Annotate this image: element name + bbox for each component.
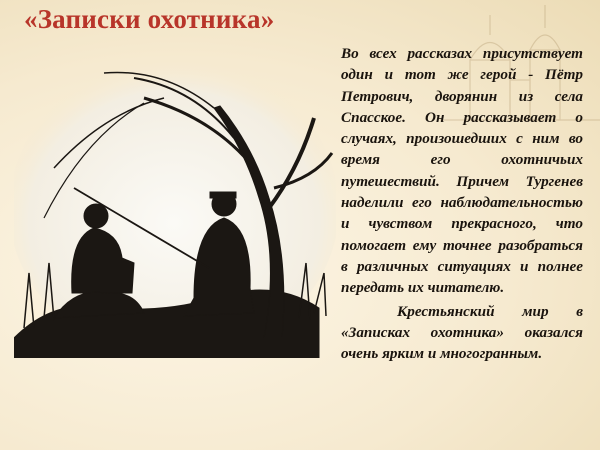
slide-body-text	[341, 43, 583, 364]
slide-title: «Записки охотника»	[24, 4, 275, 34]
body-paragraph: Во всех рассказах присутствует один и тот же герой - Пётр Петрович, дворянин из села Спасское. Он рассказывает о случаях, произошедших с ним во время его охотничьих путешествий. Причем Тургенев наделили его наблюдательностью и чувством прекрасного, что помогает ему точнее разобраться в различных ситуациях и полнее передать их читателю.	[341, 45, 583, 297]
body-paragraph: Крестьянский мир в «Записках охотника» оказался очень ярким и многогранным.	[341, 302, 583, 363]
hunters-fishing-silhouette-illustration	[14, 58, 336, 358]
